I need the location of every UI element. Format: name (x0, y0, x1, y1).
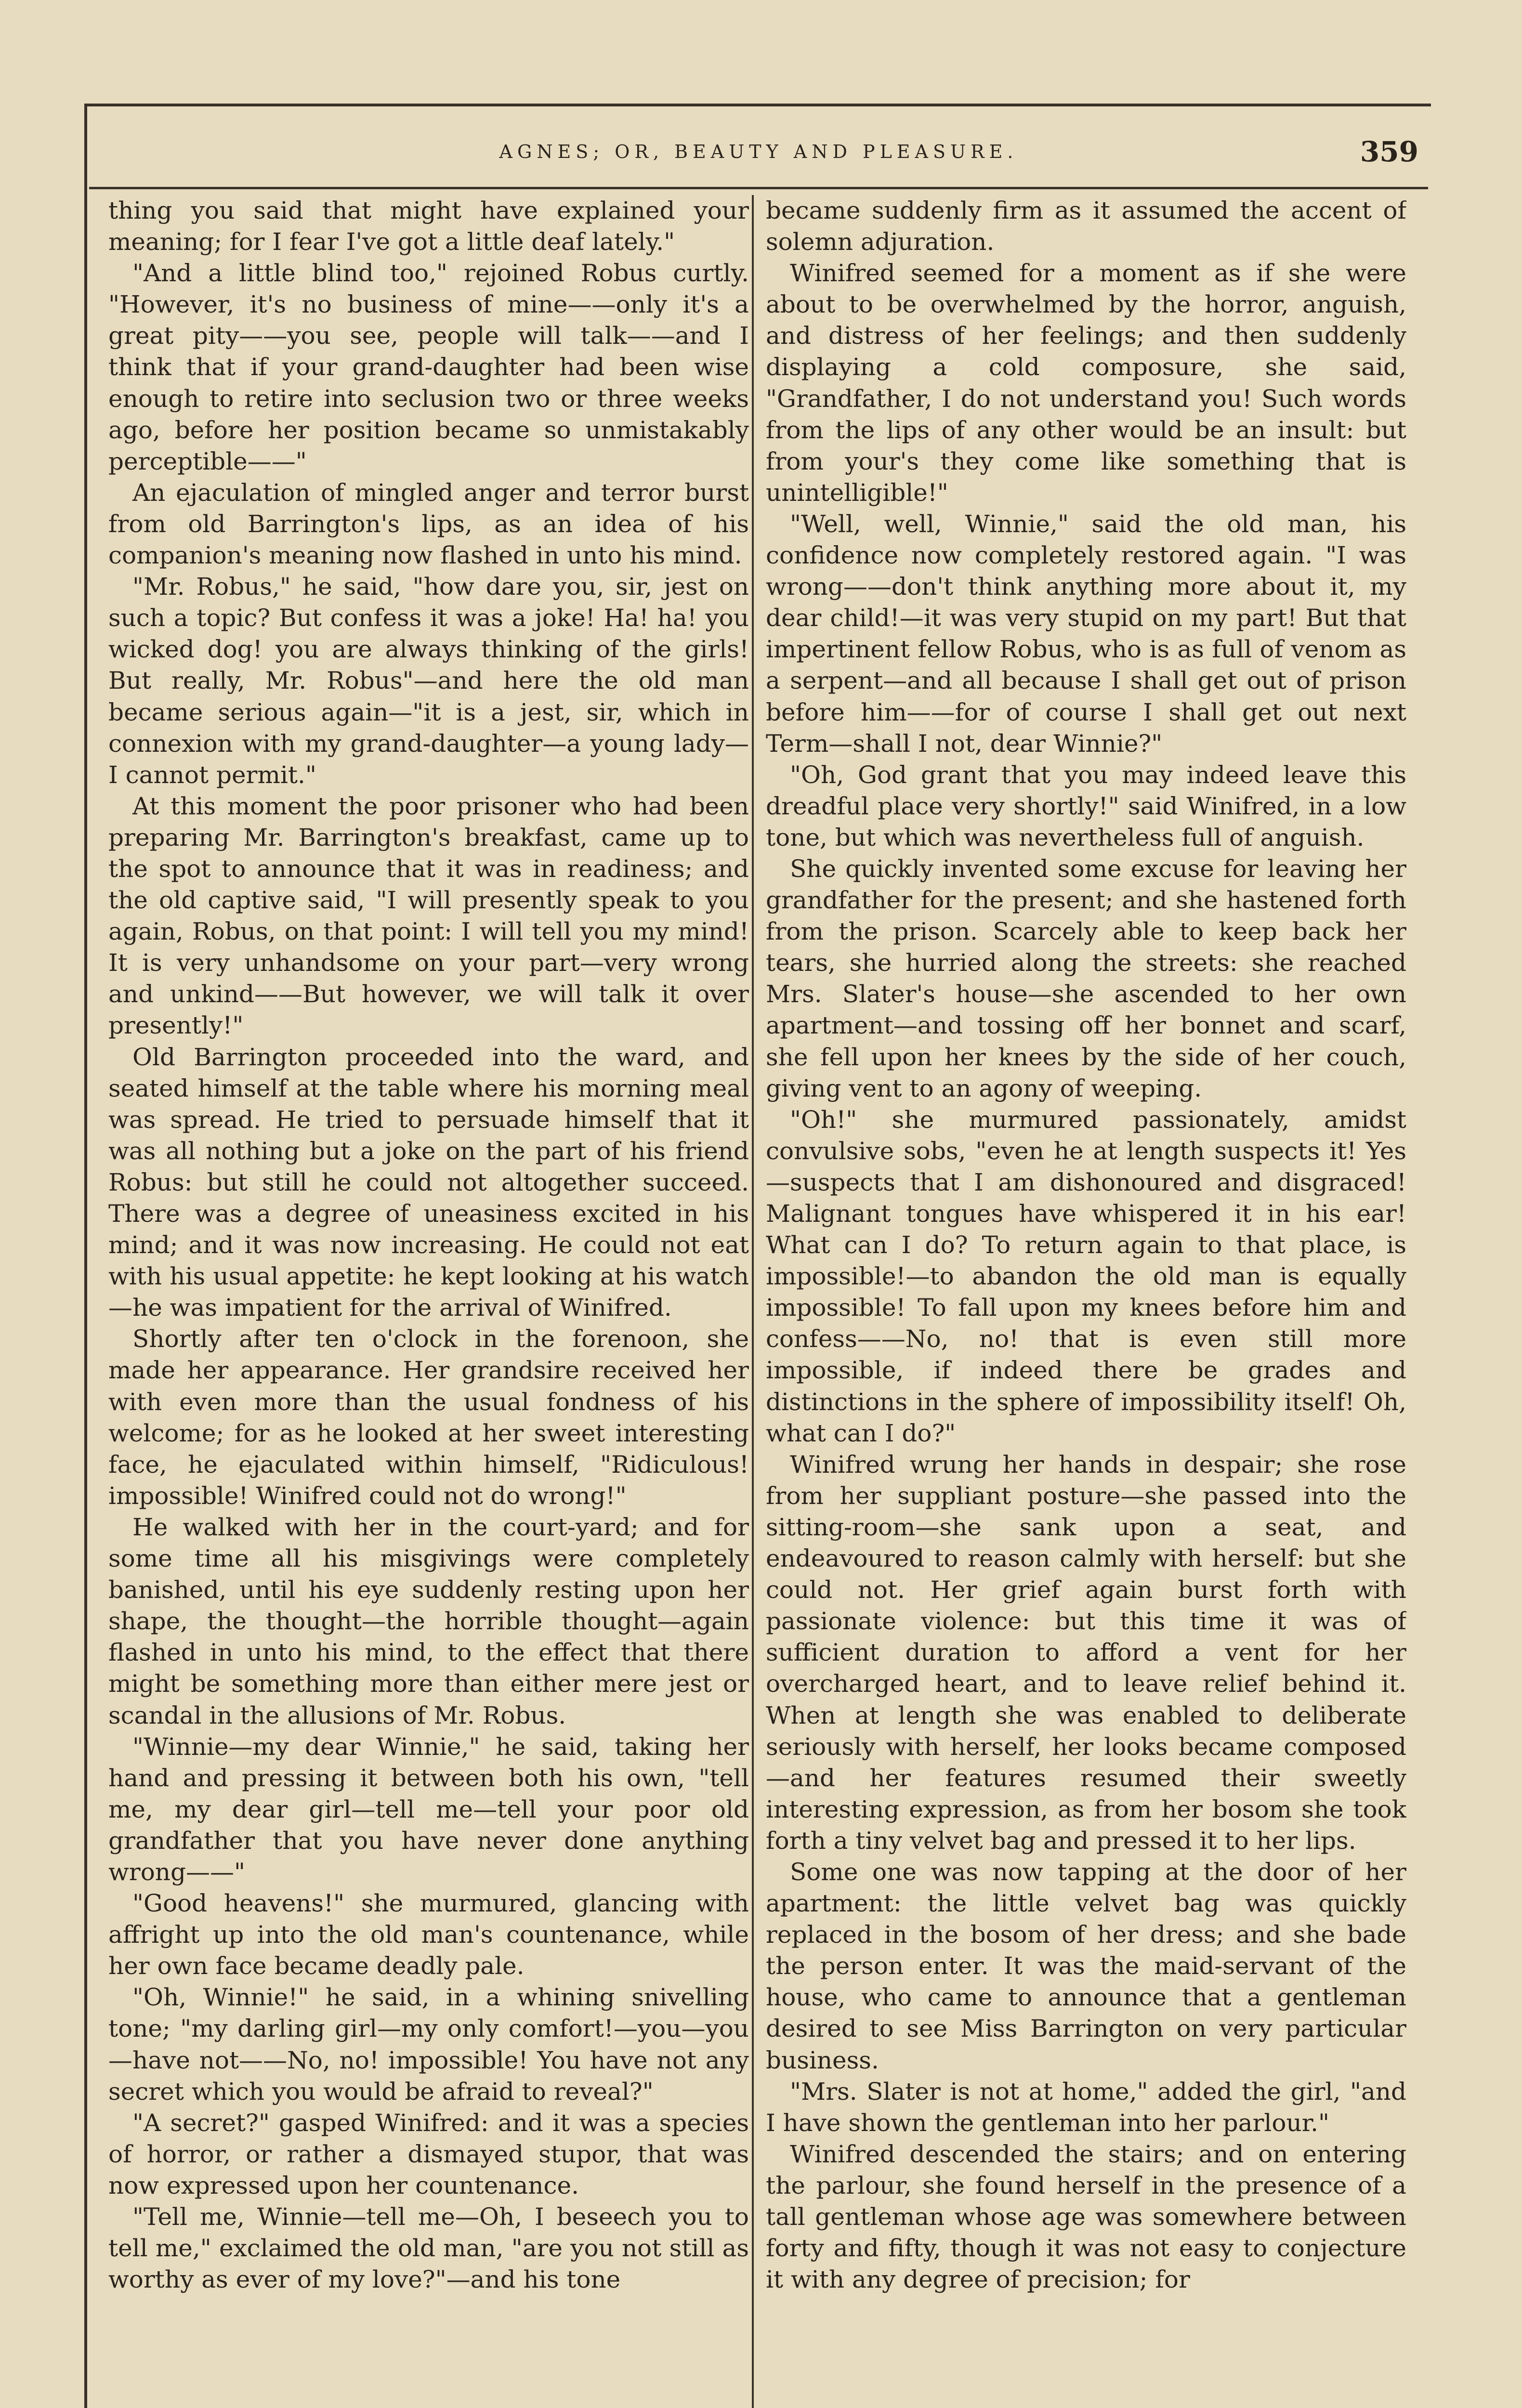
paragraph: thing you said that might have explained your meaning; for I fear I've got a little deaf lately." (108, 196, 749, 256)
running-title: AGNES; OR, BEAUTY AND PLEASURE. (499, 141, 1018, 162)
paragraph: "Tell me, Winnie—tell me—Oh, I beseech you to tell me," exclaimed the old man, "are you not still as worthy as ever of my love?"—and his tone (108, 2203, 749, 2294)
paragraph: He walked with her in the court-yard; and for some time all his misgivings were completely banished, until his eye suddenly resting upon her shape, the thought—the horrible thought—again flashed in unto his mind, to the effect that there might be something more than either mere jest or scandal in the allusions of Mr. Robus. (108, 1513, 749, 1729)
paragraph: Shortly after ten o'clock in the forenoon, she made her appearance. Her grandsire received her with even more than the usual fondness of his welcome; for as he looked at her sweet interesting face, he ejaculated within himself, "Ridiculous! impossible! Winifred could not do wrong!" (108, 1325, 749, 1510)
paragraph: Winifred seemed for a moment as if she were about to be overwhelmed by the horror, anguish, and distress of her feelings; and then suddenly displaying a cold composure, she said, "Grandfather, I do not understand you! Such words from the lips of any other would be an insult: but from your's they come like something that is unintelligible!" (766, 259, 1406, 507)
paragraph: "And a little blind too," rejoined Robus curtly. "However, it's no business of mine——only it's a great pity——you see, people will talk——and I think that if your grand-daughter had been wise enough to retire into seclusion two or three weeks ago, before her position became so unmistakably perceptible——" (108, 259, 749, 475)
paragraph: "Oh!" she murmured passionately, amidst convulsive sobs, "even he at length suspects it! Yes—suspects that I am dishonoured and disgraced! Malignant tongues have whispered it in his ear! What can I do? To return again to that place, is impossible!—to abandon the old man is equally impossible! To fall upon my knees before him and confess——No, no! that is even still more impossible, if indeed there be grades and distinctions in the sphere of impossibility itself! Oh, what can I do?" (766, 1105, 1406, 1447)
paragraph: At this moment the poor prisoner who had been preparing Mr. Barrington's breakfast, came up to the spot to announce that it was in readiness; and the old captive said, "I will presently speak to you again, Robus, on that point: I will tell you my mind! It is very unhandsome on your part—very wrong and unkind——But however, we will talk it over presently!" (108, 792, 749, 1040)
right-text-column (766, 195, 1406, 2408)
paragraph: Winifred wrung her hands in despair; she rose from her suppliant posture—she passed into the sitting-room—she sank upon a seat, and endeavoured to reason calmly with herself: but she could not. Her grief again burst forth with passionate violence: but this time it was of sufficient duration to afford a vent for her overcharged heart, and to leave relief behind it. When at length she was enabled to deliberate seriously with herself, her looks became composed—and her features resumed their sweetly interesting expression, as from her bosom she took forth a tiny velvet bag and pressed it to her lips. (766, 1450, 1406, 1855)
paragraph: "Good heavens!" she murmured, glancing with affright up into the old man's countenance, while her own face became deadly pale. (108, 1889, 749, 1980)
paragraph: "Mrs. Slater is not at home," added the girl, "and I have shown the gentleman into her parlour." (766, 2077, 1406, 2137)
paragraph: Winifred descended the stairs; and on entering the parlour, she found herself in the presence of a tall gentleman whose age was somewhere between forty and fifty, though it was not easy to conjecture it with any degree of precision; for (766, 2140, 1406, 2294)
paragraph: "Oh, Winnie!" he said, in a whining snivelling tone; "my darling girl—my only comfort!—you—you—have not——No, no! impossible! You have not any secret which you would be afraid to reveal?" (108, 1983, 749, 2106)
left-text-column (108, 195, 749, 2408)
paragraph: "Mr. Robus," he said, "how dare you, sir, jest on such a topic? But confess it was a joke! Ha! ha! you wicked dog! you are always thinking of the girls! But really, Mr. Robus"—and here the old man became serious again—"it is a jest, sir, which in connexion with my grand-daughter—a young lady—I cannot permit." (108, 573, 749, 789)
column-divider (752, 195, 754, 2408)
paragraph: "Winnie—my dear Winnie," he said, taking her hand and pressing it between both his own, "tell me, my dear girl—tell me—tell your poor old grandfather that you have never done anything wrong——" (108, 1732, 749, 1886)
page-number: 359 (1360, 135, 1418, 168)
paragraph: "Oh, God grant that you may indeed leave this dreadful place very shortly!" said Winifred, in a low tone, but which was nevertheless full of anguish. (766, 760, 1406, 851)
paragraph: An ejaculation of mingled anger and terror burst from old Barrington's lips, as an idea of his companion's meaning now flashed in unto his mind. (108, 478, 749, 570)
paragraph: "A secret?" gasped Winifred: and it was a species of horror, or rather a dismayed stupor, that was now expressed upon her countenance. (108, 2108, 749, 2199)
paragraph: Old Barrington proceeded into the ward, and seated himself at the table where his morning meal was spread. He tried to persuade himself that it was all nothing but a joke on the part of his friend Robus: but still he could not altogether succeed. There was a degree of uneasiness excited in his mind; and it was now increasing. He could not eat with his usual appetite: he kept looking at his watch—he was impatient for the arrival of Winifred. (108, 1043, 749, 1322)
paragraph: She quickly invented some excuse for leaving her grandfather for the present; and she hastened forth from the prison. Scarcely able to keep back her tears, she hurried along the streets: she reached Mrs. Slater's house—she ascended to her own apartment—and tossing off her bonnet and scarf, she fell upon her knees by the side of her couch, giving vent to an agony of weeping. (766, 854, 1406, 1102)
paragraph: became suddenly firm as it assumed the accent of solemn adjuration. (766, 196, 1406, 256)
running-header (89, 136, 1428, 194)
paragraph: Some one was now tapping at the door of her apartment: the little velvet bag was quickly replaced in the bosom of her dress; and she bade the person enter. It was the maid-servant of the house, who came to announce that a gentleman desired to see Miss Barrington on very particular business. (766, 1858, 1406, 2074)
paragraph: "Well, well, Winnie," said the old man, his confidence now completely restored again. "I was wrong——don't think anything more about it, my dear child!—it was very stupid on my part! But that impertinent fellow Robus, who is as full of venom as a serpent—and all because I shall get out of prison before him——for of course I shall get out next Term—shall I not, dear Winnie?" (766, 510, 1406, 758)
header-rule (89, 187, 1428, 189)
